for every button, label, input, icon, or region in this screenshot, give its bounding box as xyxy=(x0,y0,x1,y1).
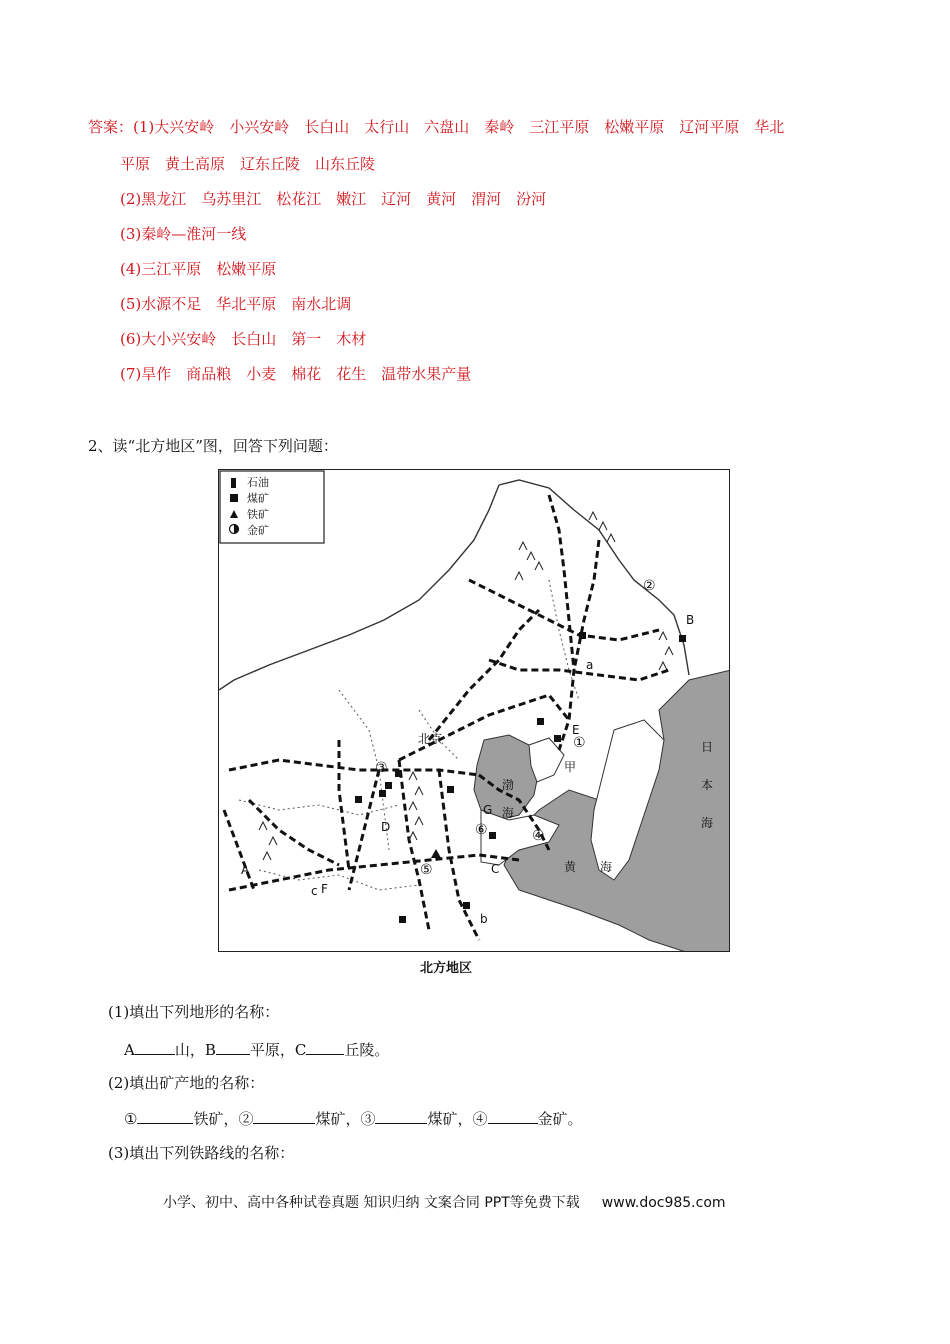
map-label-F: F xyxy=(321,882,328,896)
blank-mine-4[interactable] xyxy=(488,1108,538,1124)
legend-gold-label: 金矿 xyxy=(247,524,269,537)
map-label-beijing: 北京 xyxy=(418,732,443,746)
map-label-B: B xyxy=(686,613,695,627)
question-2-1: (1)填出下列地形的名称： xyxy=(108,1003,280,1021)
answer-line-4: (4)三江平原 松嫩平原 xyxy=(120,260,277,278)
map-caption: 北方地区 xyxy=(420,961,473,976)
answer-line-6: (6)大小兴安岭 长白山 第一 木材 xyxy=(120,330,367,348)
map-label-jia: 甲 xyxy=(564,760,577,774)
map-label-C: C xyxy=(491,862,500,876)
answer-line-5: (5)水源不足 华北平原 南水北调 xyxy=(120,295,352,313)
page-footer xyxy=(163,1192,726,1212)
map-label-E: E xyxy=(572,723,580,737)
map-mine-1: ① xyxy=(573,735,586,751)
question-2-2-blanks: ① 铁矿，② 煤矿，③ 煤矿，④ 金矿。 xyxy=(124,1110,583,1128)
question-2-1-blanks: A 山，B 平原，C 丘陵。 xyxy=(124,1041,390,1059)
map-label-D: D xyxy=(381,820,391,834)
blank-C[interactable] xyxy=(306,1039,344,1055)
blank-B[interactable] xyxy=(216,1039,250,1055)
map-label-A: A xyxy=(241,863,250,877)
answer-line-3: (3)秦岭—淮河一线 xyxy=(120,225,247,243)
map-label-ben: 本 xyxy=(701,778,714,792)
map-label-huanghai-hai: 海 xyxy=(600,860,613,874)
blank-A[interactable] xyxy=(135,1039,175,1055)
blank-mine-1[interactable] xyxy=(137,1108,193,1124)
map-label-ri: 日 xyxy=(701,740,714,754)
north-region-map xyxy=(218,469,730,952)
map-label-G: G xyxy=(483,803,493,817)
map-mine-2: ② xyxy=(643,578,656,594)
answer-line-1b: 平原 黄土高原 辽东丘陵 山东丘陵 xyxy=(120,155,376,173)
legend-iron-label: 铁矿 xyxy=(247,508,269,521)
footer-text: 小学、初中、高中各种试卷真题 知识归纳 文案合同 PPT等免费下载 xyxy=(163,1195,580,1211)
answer-line-2: (2)黑龙江 乌苏里江 松花江 嫩江 辽河 黄河 渭河 汾河 xyxy=(120,190,547,208)
map-label-a: a xyxy=(586,658,594,672)
map-label-bo: 渤 xyxy=(502,778,515,792)
map-mine-4: ④ xyxy=(532,828,545,844)
question-2-title: 2、读“北方地区”图，回答下列问题： xyxy=(88,437,338,455)
map-label-bohai-hai: 海 xyxy=(502,806,515,820)
map-label-rihai-hai: 海 xyxy=(701,816,714,830)
map-mine-6: ⑥ xyxy=(475,822,488,838)
map-mine-3: ③ xyxy=(375,760,388,776)
footer-url-link[interactable]: www.doc985.com xyxy=(601,1195,726,1211)
legend-coal-label: 煤矿 xyxy=(247,492,269,505)
map-label-b: b xyxy=(480,912,488,926)
blank-mine-3[interactable] xyxy=(375,1108,427,1124)
map-label-huang: 黄 xyxy=(564,860,577,874)
legend-oil-label: 石油 xyxy=(247,476,269,489)
answer-line-7: (7)旱作 商品粮 小麦 棉花 花生 温带水果产量 xyxy=(120,365,472,383)
answer-line-1: 答案：(1)大兴安岭 小兴安岭 长白山 太行山 六盘山 秦岭 三江平原 松嫩平原 辽河平原 华北 xyxy=(88,118,785,136)
question-2-3: (3)填出下列铁路线的名称： xyxy=(108,1144,295,1162)
map-mine-5: ⑤ xyxy=(420,862,433,878)
blank-mine-2[interactable] xyxy=(253,1108,315,1124)
map-label-c: c xyxy=(311,884,318,898)
question-2-2: (2)填出矿产地的名称： xyxy=(108,1074,265,1092)
